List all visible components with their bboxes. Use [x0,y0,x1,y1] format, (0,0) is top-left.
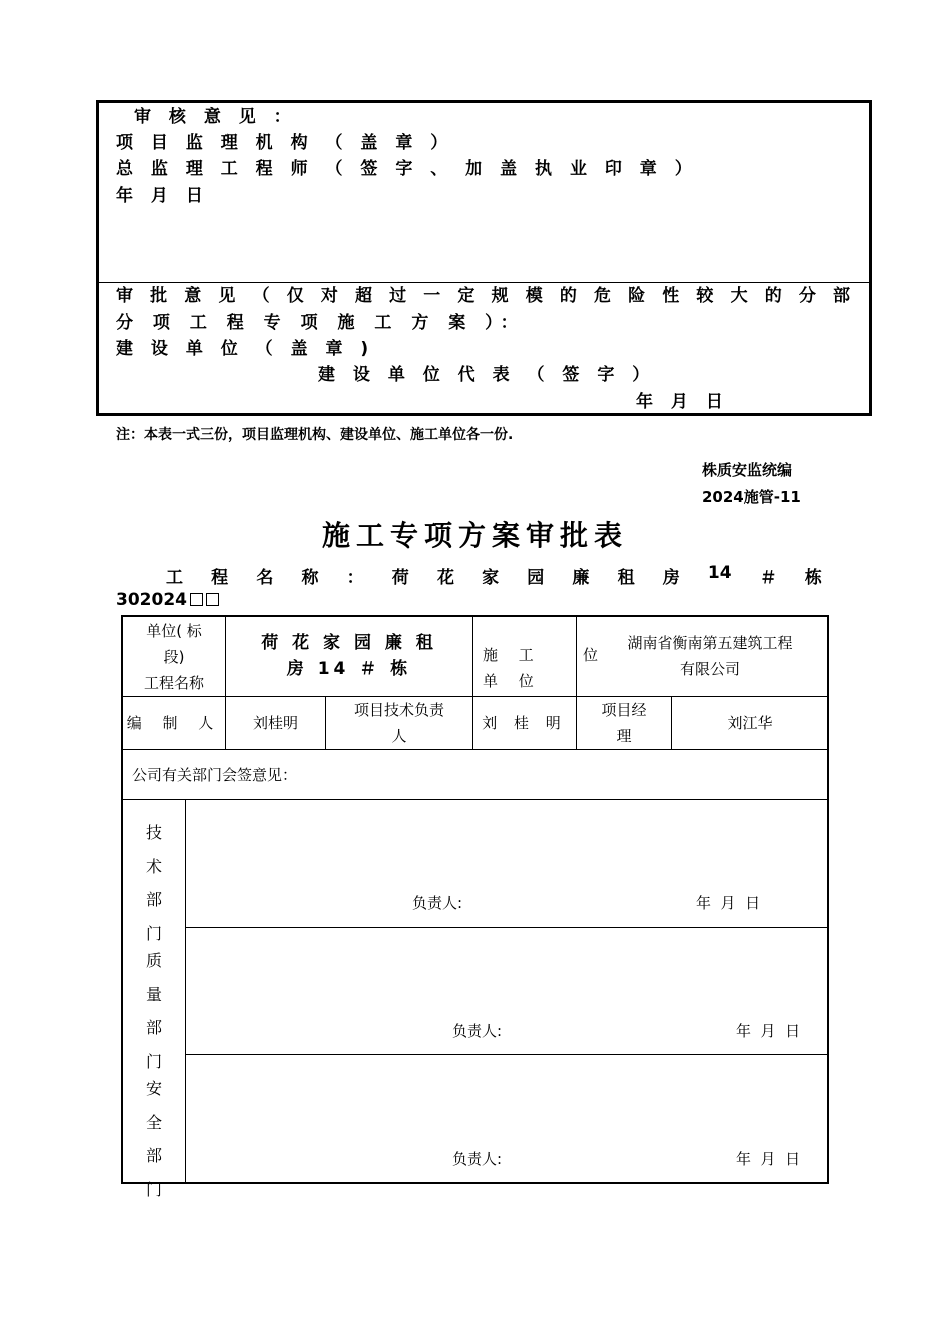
project-char: ＃ [759,568,777,588]
project-char: 花 [436,568,454,588]
checkbox-icon [190,593,203,606]
table-rule [186,927,828,928]
tech-lead-label [326,697,472,749]
label-line: 理 [616,727,632,745]
page-title: 施工专项方案审批表 [321,519,628,552]
table-rule [185,800,186,1183]
pm-label [577,697,671,749]
vert-char: 技 [145,823,162,842]
checkbox-icon [206,593,219,606]
tech-dept-label [139,816,169,950]
project-char: 廉 [572,568,590,588]
label-line: 工程名称 [143,674,204,692]
vert-char: 部 [145,1146,162,1165]
safety-dept-date: 年 月 日 [736,1150,801,1168]
dept-opinion-label: 公司有关部门会签意见： [132,766,298,784]
author-value: 刘桂明 [252,714,298,732]
tech-dept-person-label: 负责人: [412,894,463,912]
project-char: 工 [166,568,183,588]
quality-dept-person-label: 负责人: [452,1022,503,1040]
project-char: 租 [617,568,635,588]
tech-dept-date: 年 月 日 [696,894,761,912]
project-name-value [226,630,472,682]
label-line: 人 [391,727,407,745]
project-char: 名 [256,568,274,588]
safety-dept-label [139,1072,169,1206]
project-char: 房 [662,568,680,588]
value-line: 湖南省衡南第五建筑工程 [627,634,793,652]
supervision-org-line: 项 目 监 理 机 构 （ 盖 章 ） [116,133,454,153]
approval-opinion-line2: 分 项 工 程 专 项 施 工 方 案 ）： [116,313,525,333]
table-rule [186,1054,828,1055]
vert-char: 量 [145,984,162,1004]
safety-dept-person-label: 负责人: [452,1150,503,1168]
table-rule [122,749,828,750]
pm-value: 刘江华 [727,714,773,732]
label-line: 项目经 [601,701,647,719]
contractor-value [600,630,820,682]
label-line: 段) [163,648,185,666]
project-name-line [166,563,822,588]
publisher-text: 株质安监统编 [702,461,793,479]
approval-date: 年 月 日 [636,392,729,412]
vert-char: 门 [145,923,162,943]
review-date: 年 月 日 [116,186,209,206]
form-code: 2024施管-11 [702,488,801,506]
project-char: 程 [211,568,229,588]
vert-char: 全 [145,1112,162,1132]
vert-char: 门 [145,1179,162,1199]
project-char: 荷 [391,568,409,588]
contractor-label: 施 工 单 位 [483,646,542,690]
project-char: 园 [527,568,545,588]
review-opinion-title: 审 核 意 见 ： [134,107,297,127]
project-code-line [116,590,219,610]
copies-note: 注：本表一式三份，项目监理机构、建设单位、施工单位各一份. [116,427,514,443]
table-rule [122,696,828,697]
quality-dept-label [139,944,169,1078]
tech-lead-value: 刘 桂 明 [482,714,567,732]
label-line: 单位( 标 [146,622,202,640]
project-char: 家 [482,568,500,588]
value-line: 荷 花 家 园 廉 租 [261,633,437,653]
project-char: 称 [301,568,319,588]
project-char: 栋 [804,568,822,588]
vert-char: 门 [145,1051,162,1071]
vert-char: 质 [145,951,162,970]
vert-char: 部 [145,1018,162,1037]
table-rule [122,799,828,800]
project-code: 302024 [116,590,187,610]
review-box-divider [99,282,869,283]
construction-rep-sign: 建 设 单 位 代 表 （ 签 字 ） [318,365,656,385]
approval-opinion-line1: 审批意见（仅对超过一定规模的危险性较大的分部 [116,286,850,306]
contractor-label-tail: 位 [583,646,599,664]
construction-unit-seal: 建 设 单 位 （ 盖 章 ) [116,339,375,359]
vert-char: 术 [145,856,162,876]
author-label: 编 制 人 [126,714,222,732]
vert-char: 部 [145,890,162,909]
chief-engineer-line: 总 监 理 工 程 师 （ 签 字 、 加 盖 执 业 印 章 ） [116,159,698,179]
label-line: 项目技术负责 [353,701,444,719]
vert-char: 安 [145,1079,162,1098]
quality-dept-date: 年 月 日 [736,1022,801,1040]
project-char: ： [346,568,364,588]
project-char: 14 [707,563,732,583]
value-line: 房 14 ＃ 栋 [286,659,412,679]
unit-name-label [123,618,225,696]
value-line: 有限公司 [679,660,740,678]
